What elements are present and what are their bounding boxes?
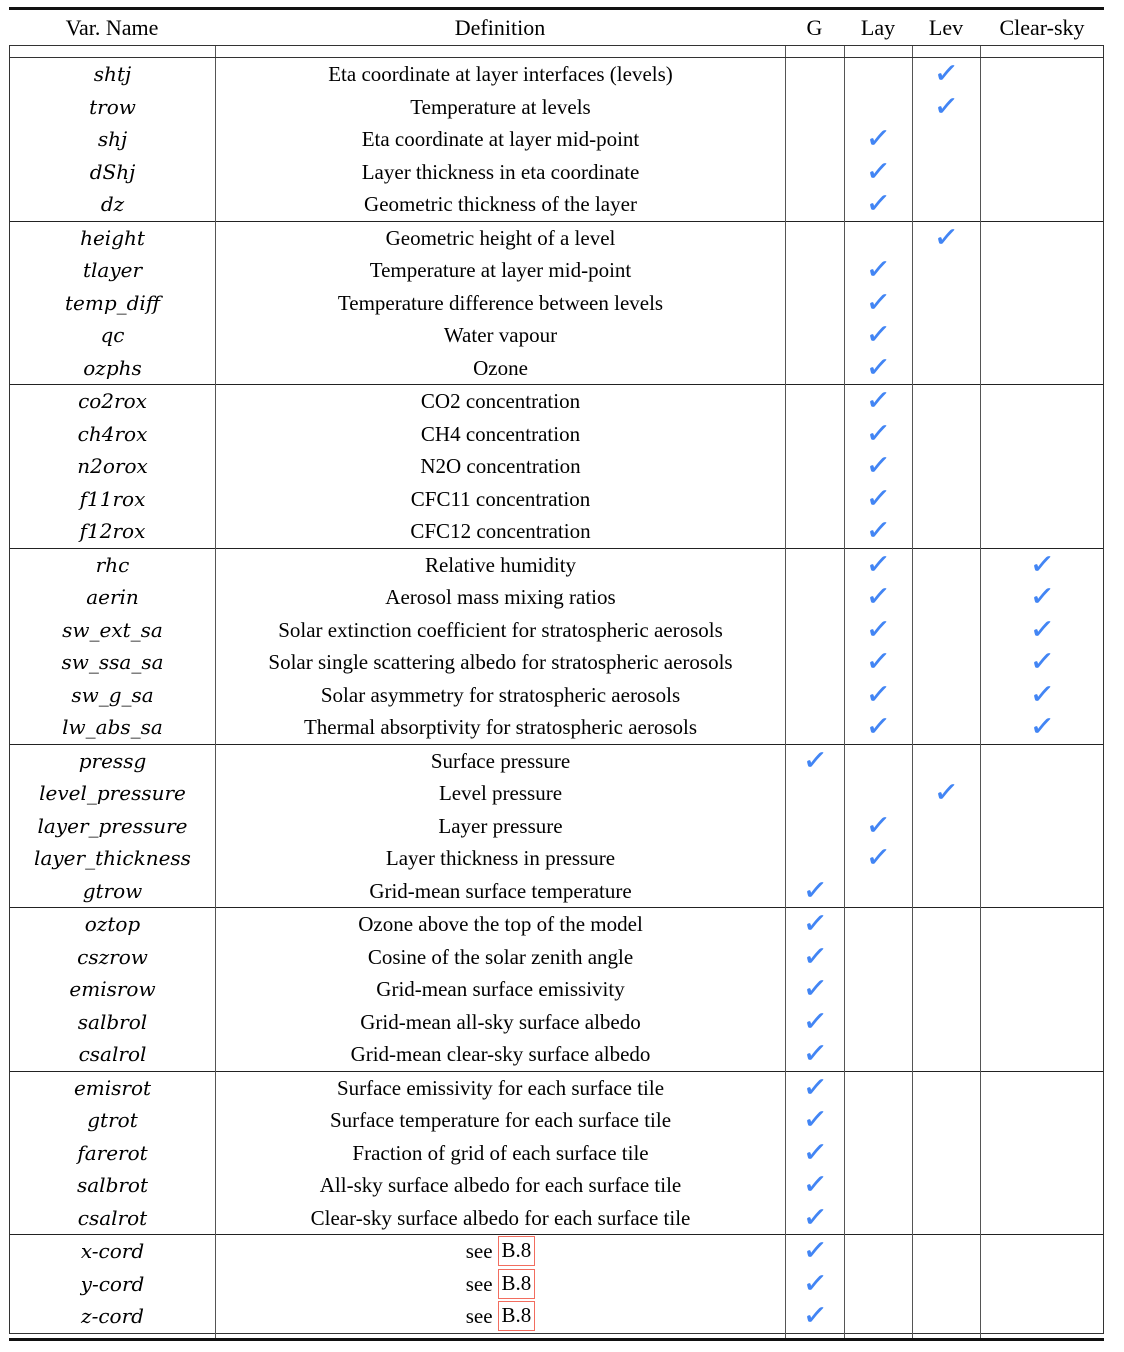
definition: Surface temperature for each surface tile [329, 1108, 672, 1132]
table-row [10, 152, 1103, 189]
definition: see [465, 1304, 493, 1328]
check-icon: ✓ [1028, 610, 1056, 647]
definition-cell [215, 352, 785, 390]
var-name: dz [100, 192, 125, 216]
variables-table [9, 7, 1104, 1341]
var-name: emisrot [73, 1075, 152, 1100]
definition: Layer thickness in pressure [385, 846, 616, 870]
var-name: trow [89, 94, 136, 119]
definition: Thermal absorptivity for stratospheric aerosols [303, 715, 698, 739]
definition: Ozone [473, 355, 528, 380]
check-cell-g [785, 352, 844, 390]
definition: All-sky surface albedo for each surface tile [319, 1173, 682, 1197]
var-name: qc [100, 323, 125, 347]
check-icon: ✓ [801, 1035, 829, 1071]
table-row [10, 316, 1103, 352]
table-row [10, 905, 1103, 941]
definition: Relative humidity [424, 552, 577, 577]
table-row [10, 1101, 1103, 1137]
var-name: ch4rox [77, 421, 148, 446]
check-cell-clear [980, 1038, 1103, 1076]
var-name: farerot [77, 1140, 148, 1165]
var-name: gtrow [82, 878, 143, 903]
var-name: csalrol [78, 1042, 147, 1066]
definition-cell [215, 875, 785, 913]
check-cell-lev [912, 1300, 980, 1338]
definition: Water vapour [443, 323, 558, 347]
var-name: aerin [86, 585, 139, 609]
definition: Solar extinction coefficient for stratospheric aerosols [278, 617, 723, 642]
var-name: sw_ssa_sa [61, 650, 164, 674]
check-icon: ✓ [801, 905, 829, 941]
var-name: salbrol [77, 1009, 148, 1034]
definition-cell [215, 1300, 785, 1338]
var-name: sw_ext_sa [62, 617, 163, 642]
var-name: f12rox [79, 519, 146, 543]
table-row [10, 937, 1103, 974]
check-icon: ✓ [801, 1166, 829, 1202]
table-row [10, 447, 1103, 483]
row-group [10, 384, 1103, 548]
table-row [10, 839, 1103, 875]
definition: Grid-mean all-sky surface albedo [360, 1009, 641, 1034]
table-row [10, 1297, 1103, 1333]
var-name: co2rox [78, 389, 147, 413]
var-name: sw_g_sa [71, 682, 154, 707]
table-row [10, 283, 1103, 320]
var-name: tlayer [82, 258, 143, 282]
definition: Solar single scattering albedo for stratospheric aerosols [268, 650, 733, 674]
var-name: f11rox [79, 486, 146, 511]
definition: Clear-sky surface albedo for each surface tile [310, 1205, 691, 1230]
check-icon: ✓ [932, 774, 961, 810]
check-icon: ✓ [801, 871, 829, 908]
table-row [10, 382, 1103, 418]
check-cell-clear [980, 875, 1103, 913]
check-icon: ✓ [864, 479, 893, 516]
var-name: layer_pressure [37, 813, 188, 838]
check-icon: ✓ [864, 806, 893, 843]
definition-cell [215, 711, 785, 749]
table-row [10, 479, 1103, 516]
check-icon: ✓ [864, 185, 893, 221]
definition: Solar asymmetry for stratospheric aerosols [320, 682, 681, 707]
check-icon: ✓ [801, 1297, 829, 1333]
definition: Eta coordinate at layer mid-point [361, 127, 640, 151]
check-icon: ✓ [864, 251, 893, 287]
definition: CFC11 concentration [410, 486, 591, 511]
definition: Geometric thickness of the layer [364, 192, 637, 216]
check-cell-clear [980, 188, 1103, 226]
spacer-cell [785, 46, 844, 57]
check-icon: ✓ [1028, 643, 1056, 679]
definition: CFC12 concentration [410, 519, 591, 543]
check-icon: ✓ [864, 316, 893, 352]
check-cell-clear [980, 708, 1103, 749]
definition: CO2 concentration [420, 389, 581, 413]
check-cell-lay [844, 1300, 912, 1338]
table-row [10, 1166, 1103, 1202]
check-icon: ✓ [801, 741, 829, 778]
var-name: oztop [84, 912, 141, 936]
var-name-cell [10, 352, 215, 390]
spacer-cell [980, 46, 1103, 57]
var-name-cell [10, 875, 215, 913]
definition: Geometric height of a level [385, 225, 616, 250]
check-icon: ✓ [1028, 675, 1056, 712]
var-name-cell [10, 515, 215, 553]
table-row [10, 675, 1103, 712]
definition: Temperature at levels [410, 94, 591, 119]
definition: Grid-mean clear-sky surface albedo [350, 1042, 651, 1066]
table-row [10, 871, 1103, 908]
check-cell-lev [912, 1202, 980, 1240]
check-icon: ✓ [864, 839, 893, 875]
table-row [10, 1198, 1103, 1235]
definition: Cosine of the solar zenith angle [367, 944, 634, 969]
spacer-cell [10, 46, 215, 57]
var-name: dShj [89, 159, 136, 184]
definition: Eta coordinate at layer interfaces (levels) [328, 62, 673, 86]
var-name: pressg [78, 748, 147, 773]
table-row [10, 251, 1103, 287]
check-icon: ✓ [801, 937, 829, 974]
check-icon: ✓ [864, 708, 893, 744]
check-cell-lay [844, 1202, 912, 1240]
table-row [10, 1133, 1103, 1170]
row-group [10, 741, 1103, 908]
check-icon: ✓ [864, 643, 893, 679]
column-header-g: G [806, 15, 823, 40]
var-name: salbrot [76, 1173, 149, 1197]
ref-link-b8[interactable]: B.8 [498, 1269, 536, 1299]
var-name: csalrot [77, 1205, 148, 1230]
definition: see [465, 1271, 493, 1296]
table-row [10, 120, 1103, 156]
table-row [10, 1232, 1103, 1268]
check-icon: ✓ [864, 512, 893, 548]
ref-link-b8[interactable]: B.8 [498, 1236, 536, 1266]
check-icon: ✓ [864, 447, 893, 483]
check-cell-lev [912, 515, 980, 553]
table-row [10, 1264, 1103, 1301]
var-name: shtj [93, 62, 132, 86]
row-group [10, 1068, 1103, 1235]
table-row [10, 87, 1103, 124]
table-row [10, 414, 1103, 451]
definition: Surface pressure [430, 748, 571, 773]
column-header-definition: Definition [454, 15, 546, 40]
check-icon: ✓ [1028, 545, 1056, 582]
table-row [10, 643, 1103, 679]
column-header-lay: Lay [860, 15, 896, 40]
check-icon: ✓ [864, 578, 893, 614]
var-name: rhc [95, 552, 130, 577]
var-name: shj [97, 127, 128, 151]
check-cell-clear [980, 1300, 1103, 1338]
check-cell-clear [980, 352, 1103, 390]
var-name-cell [10, 188, 215, 226]
definition: CH4 concentration [420, 421, 581, 446]
check-icon: ✓ [1028, 708, 1056, 744]
table-row [10, 741, 1103, 778]
var-name: z-cord [81, 1304, 144, 1328]
check-icon: ✓ [932, 55, 961, 91]
check-cell-clear [980, 1202, 1103, 1240]
var-name: cszrow [77, 944, 148, 969]
check-cell-g [785, 1297, 844, 1338]
var-name: x-cord [80, 1239, 145, 1263]
table-row [10, 1035, 1103, 1071]
definition-cell [215, 1038, 785, 1076]
definition: Grid-mean surface temperature [369, 878, 632, 903]
var-name: height [80, 225, 145, 250]
table-row [10, 512, 1103, 548]
check-icon: ✓ [864, 283, 893, 320]
row-group [10, 55, 1103, 221]
check-icon: ✓ [864, 120, 893, 156]
definition: Layer thickness in eta coordinate [361, 159, 640, 184]
table-row [10, 348, 1103, 385]
ref-link-b8[interactable]: B.8 [498, 1301, 536, 1331]
table-row [10, 708, 1103, 744]
check-icon: ✓ [864, 152, 893, 189]
column-header-lev: Lev [928, 15, 964, 40]
check-cell-lev [912, 875, 980, 913]
table-row [10, 806, 1103, 843]
definition: Ozone above the top of the model [358, 912, 643, 936]
var-name: emisrow [69, 977, 156, 1001]
check-icon: ✓ [932, 218, 961, 255]
definition: Temperature at layer mid-point [369, 258, 632, 282]
var-name-cell [10, 711, 215, 749]
check-icon: ✓ [864, 545, 893, 582]
check-icon: ✓ [801, 1198, 829, 1235]
var-name: lw_abs_sa [62, 715, 163, 739]
table-row [10, 610, 1103, 647]
var-name-cell [10, 1202, 215, 1240]
check-icon: ✓ [801, 1232, 829, 1268]
table-row [10, 578, 1103, 614]
column-header-var-name: Var. Name [65, 15, 159, 40]
table-row [10, 970, 1103, 1006]
check-icon: ✓ [801, 1133, 829, 1170]
definition-cell [215, 188, 785, 226]
definition: Level pressure [438, 781, 563, 805]
row-group [10, 218, 1103, 385]
check-icon: ✓ [1028, 578, 1056, 614]
check-icon: ✓ [932, 87, 961, 124]
table-row [10, 1002, 1103, 1039]
check-cell-lev [912, 352, 980, 390]
row-group [10, 907, 1103, 1071]
header-row [9, 10, 1104, 45]
var-name-cell [10, 1038, 215, 1076]
check-icon: ✓ [801, 1068, 829, 1105]
check-icon: ✓ [864, 382, 893, 418]
definition: Aerosol mass mixing ratios [385, 585, 616, 609]
definition-cell [215, 515, 785, 553]
definition: Grid-mean surface emissivity [376, 977, 625, 1001]
var-name-cell [10, 1300, 215, 1338]
check-cell-lev [912, 1038, 980, 1076]
check-cell-g [785, 188, 844, 226]
definition: N2O concentration [420, 454, 581, 478]
row-group [10, 1234, 1103, 1333]
check-icon: ✓ [801, 1101, 829, 1137]
var-name: layer_thickness [34, 846, 191, 870]
definition-cell [215, 1202, 785, 1240]
definition: Temperature difference between levels [337, 290, 664, 315]
check-icon: ✓ [864, 348, 893, 385]
check-icon: ✓ [801, 1002, 829, 1039]
var-name: ozphs [83, 355, 142, 380]
definition: Surface emissivity for each surface tile [336, 1075, 665, 1100]
definition: Fraction of grid of each surface tile [352, 1140, 649, 1165]
var-name: level_pressure [39, 781, 186, 805]
check-cell-lev [912, 711, 980, 749]
table-row [10, 545, 1103, 582]
row-group [10, 545, 1103, 744]
check-icon: ✓ [864, 675, 893, 712]
check-icon: ✓ [801, 970, 829, 1006]
check-icon: ✓ [864, 414, 893, 451]
table-row [10, 185, 1103, 221]
row-groups [10, 55, 1103, 1333]
check-icon: ✓ [801, 1264, 829, 1301]
table-row [10, 55, 1103, 91]
var-name: n2orox [77, 454, 148, 478]
var-name: temp_diff [64, 290, 160, 315]
spacer-cell [844, 46, 912, 57]
check-cell-lay [844, 708, 912, 749]
table-row [10, 1068, 1103, 1105]
check-cell-lay [844, 875, 912, 913]
column-header-clear-sky: Clear-sky [999, 15, 1085, 40]
definition: Layer pressure [438, 813, 563, 838]
check-icon: ✓ [864, 610, 893, 647]
definition: see [465, 1239, 493, 1263]
bottom-rule [9, 1338, 1104, 1341]
check-cell-lay [844, 1038, 912, 1076]
var-name: gtrot [87, 1108, 138, 1132]
table-body [9, 45, 1104, 1334]
check-cell-lay [844, 185, 912, 226]
check-cell-g [785, 515, 844, 553]
table-row [10, 774, 1103, 810]
table-row [10, 218, 1103, 255]
var-name: y-cord [80, 1271, 145, 1296]
spacer-cell [215, 46, 785, 57]
